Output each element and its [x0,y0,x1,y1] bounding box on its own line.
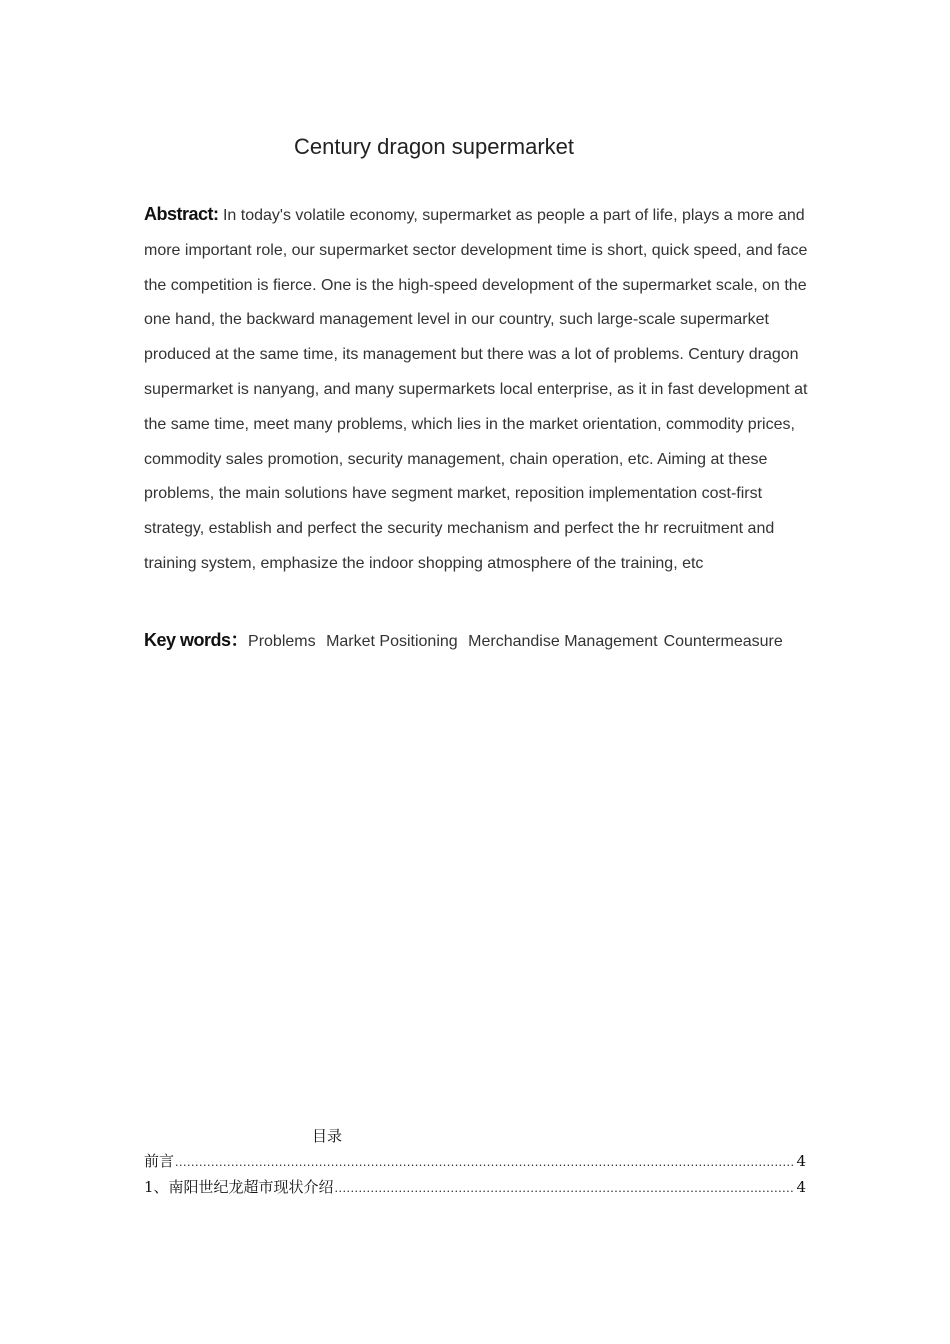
keyword-item: Market Positioning [326,633,458,650]
toc-entry[interactable] [144,1150,806,1176]
toc-entry-page: 4 [796,1178,806,1196]
toc-entry[interactable] [144,1176,806,1202]
toc-entry-page: 4 [796,1152,806,1170]
abstract-text: In today's volatile economy, supermarket as people a part of life, plays a more and more important role, our supermarket sector development time is short, quick speed, and face the competition is fierce. One is the high-speed development of the supermarket scale, on the one hand, the backward management level in our country, such large-scale supermarket produced at the same time, its management but there was a lot of problems. Century dragon supermarket is nanyang, and many supermarkets local enterprise, as it in fast development at the same time, meet many problems, which lies in the market orientation, commodity prices, commodity sales promotion, security management, chain operation, etc. Aiming at these problems, the main solutions have segment market, reposition implementation cost-first strategy, establish and perfect the security mechanism and perfect the hr recruitment and training system, emphasize the indoor shopping atmosphere of the training, etc [144,207,808,572]
toc-leader-dots [175,1156,795,1169]
document-title: Century dragon supermarket [294,134,575,159]
toc-leader-dots [335,1182,796,1195]
toc-heading: 目录 [312,1127,343,1145]
table-of-contents [144,1150,806,1202]
toc-entry-title: 1、南阳世纪龙超市现状介绍 [144,1178,334,1196]
keyword-item: Countermeasure [663,633,783,650]
abstract-label: Abstract: [144,204,219,224]
toc-entry-title: 前言 [144,1152,175,1170]
abstract-paragraph [144,197,814,582]
keyword-item: Merchandise Management [468,633,658,650]
keywords-line [144,626,844,652]
keyword-item: Problems [248,633,316,650]
keywords-label: Key words： [144,630,249,650]
